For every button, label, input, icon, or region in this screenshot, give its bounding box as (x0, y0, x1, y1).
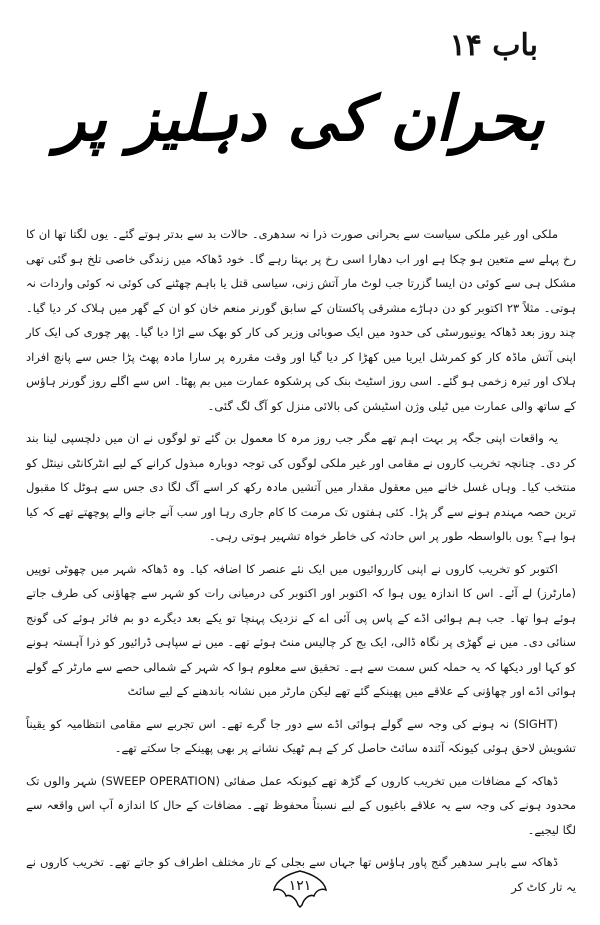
chapter-number: باب ۱۴ (449, 28, 538, 63)
paragraph: ملکی اور غیر ملکی سیاست سے بحرانی صورت ذرا نہ سدھری۔ حالات بد سے بدتر ہوتے گئے۔ یوں لگتا تھا ان کا رخ پہلے سے متعین ہو چکا ہے اور اب دھارا اسی رخ پر بہتا رہے گا۔ خود ڈھاکہ میں زندگی خاصی تلخ ہو گئی تھی مشکل ہی سے کوئی دن ایسا گزرتا جب لوٹ مار آتش زنی، سیاسی قتل یا باہم چھٹنے کی کوئی نہ کوئی واردات نہ ہوتی۔ مثلاً ۲۳ اکتوبر کو دن دہاڑے مشرقی پاکستان کے سابق گورنر منعم خان کو ان کے گھر میں ہلاک کر دیا گیا۔ چند روز بعد ڈھاکہ یونیورسٹی کی حدود میں ایک صوبائی وزیر کی کار کو بھک سے اڑا دیا گیا۔ پھر چوری کی ایک کار اپنی آتش ماڈہ کار کو کمرشل ایریا میں کھڑا کر دیا گیا اور وقت مقررہ پر سارا مادہ پھٹ پڑا جس سے پانچ افراد ہلاک اور تیرہ زخمی ہو گئے۔ اسی روز اسٹیٹ بنک کی پرشکوہ عمارت میں بم پھٹا۔ اس سے اگلے روز گورنر ہاؤس کے ساتھ والی عمارت میں ٹیلی وژن اسٹیشن کی بالائی منزل کو آگ لگ گئی۔ (26, 227, 576, 413)
page-number-ornament (268, 868, 332, 908)
chapter-title: بحران کی دہلیز پر (55, 82, 545, 155)
page-number: ۱۲۱ (288, 878, 312, 894)
paragraph: ڈھاکہ کے مضافات میں تخریب کاروں کے گڑھ تھے کیونکہ عمل صفائی (SWEEP OPERATION) شہر والوں تک محدود ہونے کی وجہ سے یہ علاقے باغیوں کے لیے نسبتاً محفوظ تھے۔ مضافات کے حال کا اندازہ آپ اس واقعہ سے لگا لیجیے۔ (26, 773, 576, 837)
paragraph: ڈھاکہ سے باہر سدھیر گنج پاور ہاؤس تھا جہاں سے بجلی کے تار مختلف اطراف کو جاتے تھے۔ تخریب کاروں نے یہ تار کاٹ کر (26, 855, 576, 894)
paragraph: (SIGHT) نہ ہونے کی وجہ سے گولے ہوائی اڈے سے دور جا گرے تھے۔ اس تجربے سے مقامی انتظامیہ کو یقیناً تشویش لاحق ہوئی کیونکہ آئندہ سائٹ حاصل کر کے ہم ٹھیک نشانے پر بھی پھینکے جا سکتے تھے۔ (26, 716, 576, 755)
paragraph: اکتوبر کو تخریب کاروں نے اپنی کارروائیوں میں ایک نئے عنصر کا اضافہ کیا۔ وہ ڈھاکہ شہر میں چھوٹی توپیں (مارٹرز) لے آئے۔ اس کا اندازہ یوں ہوا کہ اکتوبر اور اکتوبر کی درمیانی رات کو شہر سے چھاؤنی کی طرف جاتے ہوئے ہوا تھا۔ جب ہم ہوائی اڈے کے پاس پی آئی اے کے نزدیک پہنچا تو یکے بعد دیگرے دو بم فائر ہوئے کی گونج سنائی دی۔ میں نے گھڑی پر نگاہ ڈالی، ایک بج کر چالیس منٹ ہوئے تھے۔ میں نے سپاہی ڈرائیور کو ذرا آہستہ ہونے کو کہا اور دیکھا کہ یہ حملہ کس سمت سے ہے۔ تحقیق سے معلوم ہوا کہ شہر کے شمالی حصے سے مارٹر کے گولے ہوائی اڈے اور چھاؤنی کے علاقے میں پھینکے گئے تھے لیکن مارٹر میں نشانہ باندھنے کے لیے سائٹ (26, 561, 576, 698)
paragraph: یہ واقعات اپنی جگہ پر بہت اہم تھے مگر جب روز مرہ کا معمول بن گئے تو لوگوں نے ان میں دلچسپی لینا بند کر دی۔ چنانچہ تخریب کاروں نے مقامی اور غیر ملکی لوگوں کی توجہ دوبارہ مبذول کرانے کے لیے انٹرکانٹی نینٹل کو منتخب کیا۔ وہاں غسل خانے میں معقول مقدار میں آتشیں مادہ رکھ کر اسے آگ لگا دی جس سے ہوٹل کا مقبول ترین حصہ مہندم ہونے سے گر پڑا۔ کئی ہفتوں تک مرمت کا کام جاری رہا اور سب آنے جانے والے پوچھتے تھے کہ کیا ہوا ہے؟ یوں بالواسطہ طور پر اس حادثہ کی خاطر خواہ تشہیر ہوتی رہی۔ (26, 431, 576, 543)
body-text (26, 222, 576, 907)
